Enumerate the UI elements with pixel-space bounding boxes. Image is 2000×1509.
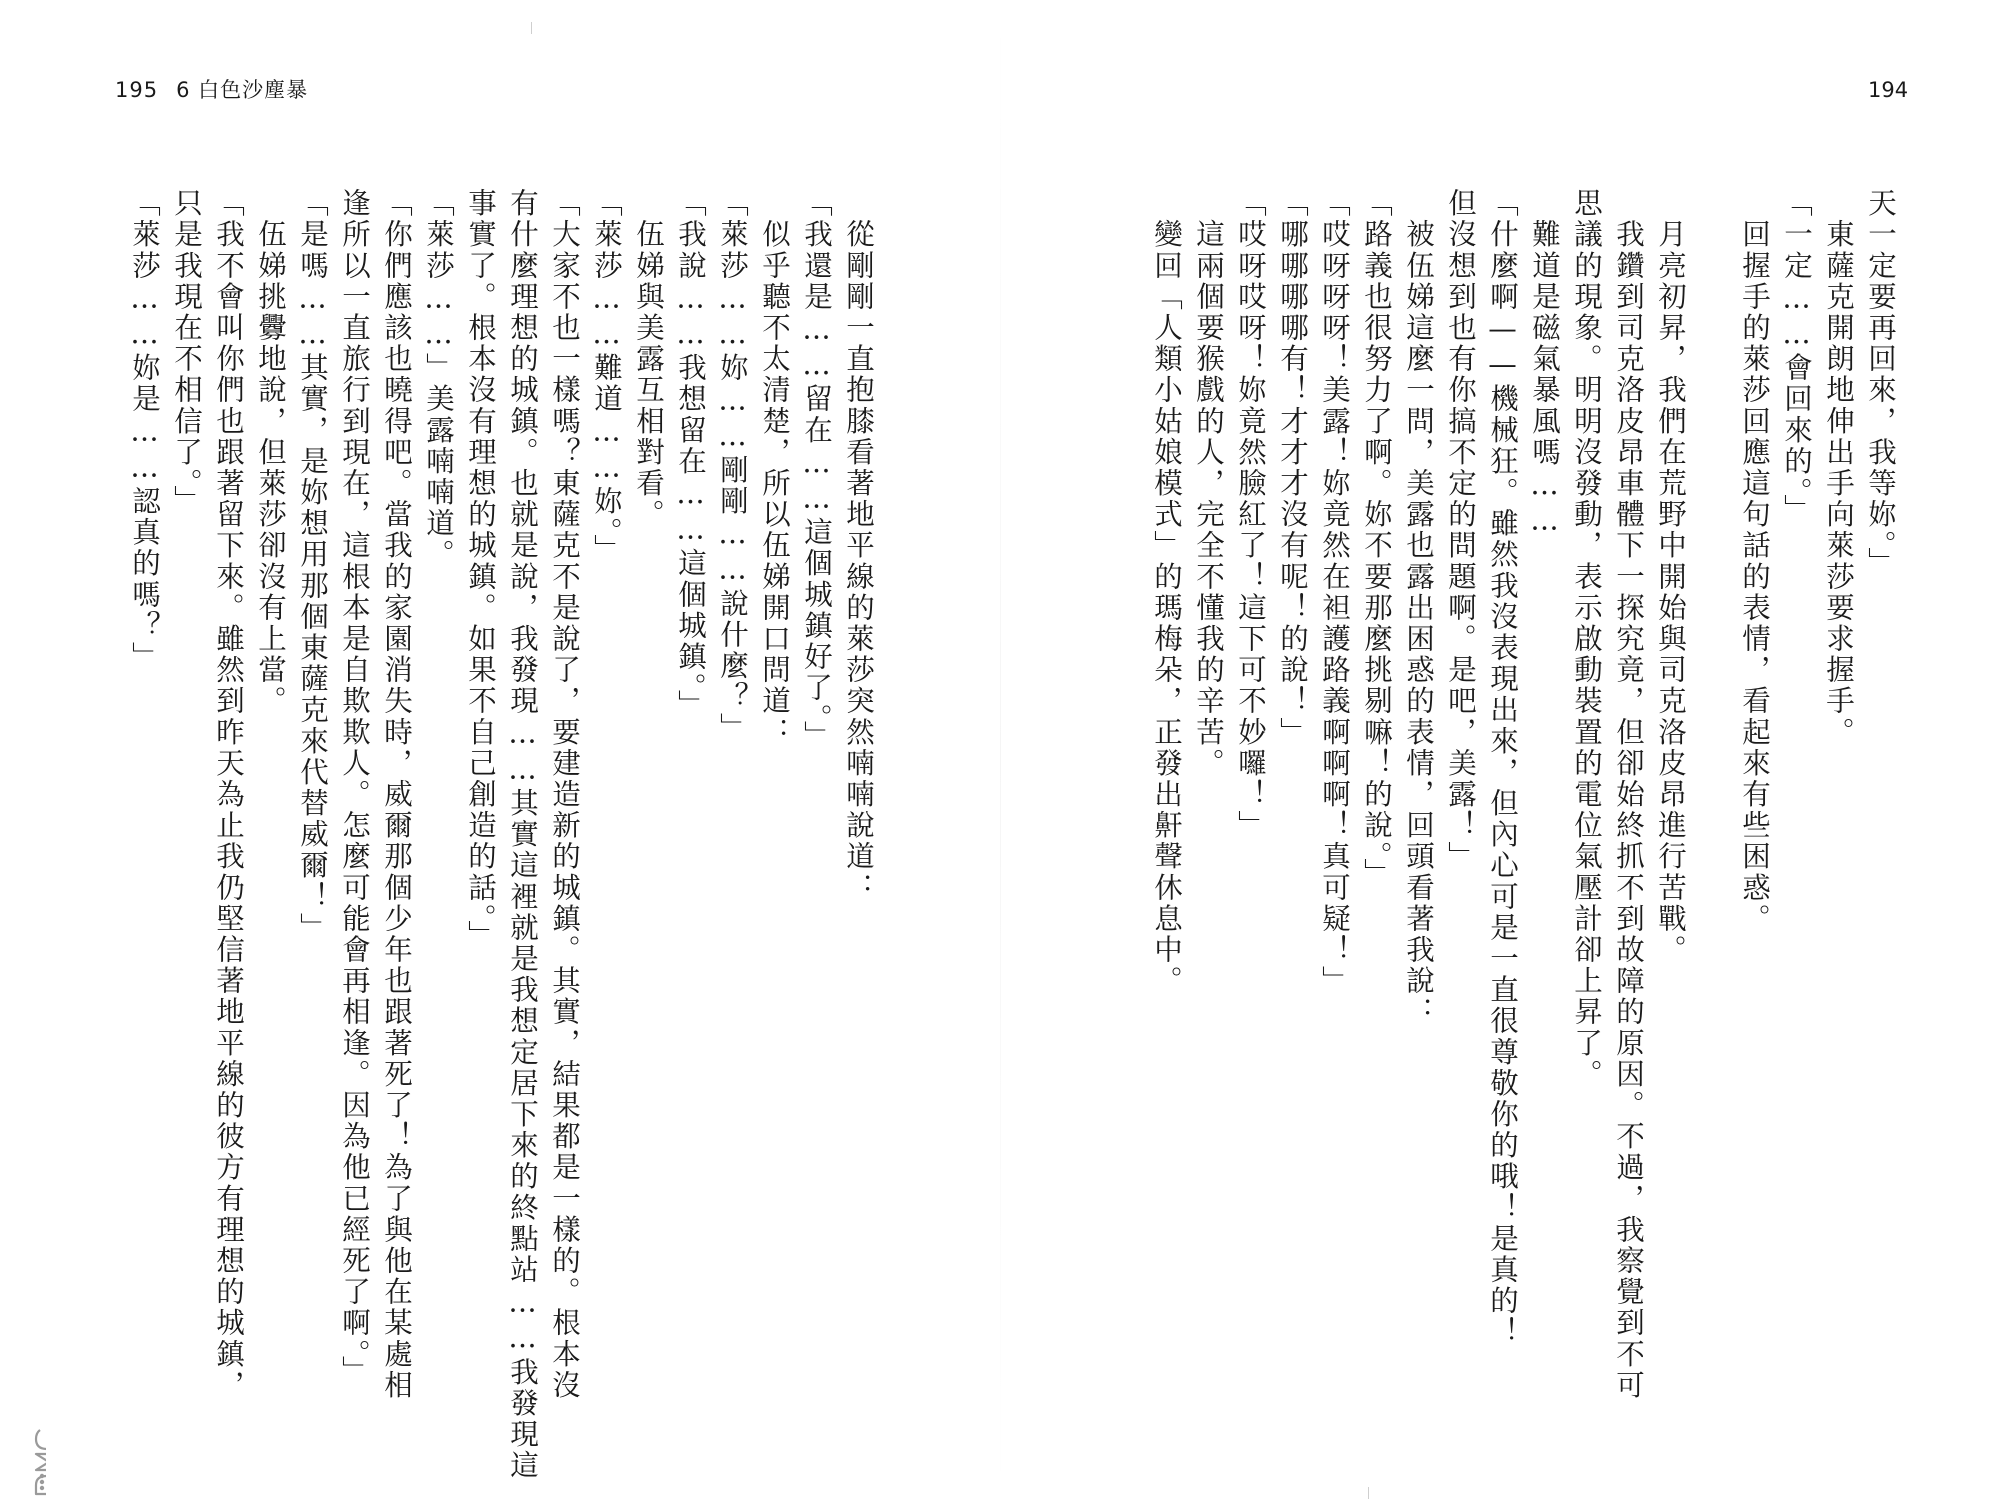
text-column: 「萊莎……」美露喃喃道。 <box>422 188 455 571</box>
left-page-number: 195 <box>115 78 159 102</box>
text-column: 事實了。根本沒有理想的城鎮。如果不自己創造的話。」 <box>464 188 497 952</box>
paper-speck <box>531 22 532 34</box>
text-column: 「我不會叫你們也跟著留下來。雖然到昨天為止我仍堅信著地平線的彼方有理想的城鎮， <box>212 188 245 1401</box>
text-column: 有什麼理想的城鎮。也就是說，我發現……其實這裡就是我想定居下來的終點站……我發現這 <box>506 188 539 1482</box>
text-column: 「我還是……留在……這個城鎮好了。」 <box>800 188 833 752</box>
text-column: 思議的現象。明明沒發動，表示啟動裝置的電位氣壓計卻上昇了。 <box>1570 188 1603 1090</box>
text-column: 「路義也很努力了啊。妳不要那麼挑剔嘛！的說。」 <box>1360 188 1393 890</box>
text-column: 「一定……會回來的。」 <box>1780 188 1813 525</box>
text-column: 「萊莎……妳……剛剛……說什麼？」 <box>716 188 749 744</box>
text-column: 東薩克開朗地伸出手向萊莎要求握手。 <box>1822 188 1855 748</box>
text-column: 逢所以一直旅行到現在，這根本是自欺欺人。怎麼可能會再相逢。因為他已經死了啊。」 <box>338 188 371 1387</box>
left-page-header <box>115 74 308 104</box>
paper-speck <box>1368 1487 1369 1499</box>
text-column: 「哪哪哪哪有！才才才沒有呢！的說！」 <box>1276 188 1309 748</box>
text-column: 「是嗎……其實，是妳想用那個東薩克來代替威爾！」 <box>296 188 329 944</box>
text-column: 月亮初昇，我們在荒野中開始與司克洛皮昂進行苦戰。 <box>1654 188 1687 966</box>
text-column: 難道是磁氣暴風嗎…… <box>1528 188 1561 540</box>
text-column: 「哎呀呀呀！美露！妳竟然在袒護路義啊啊啊！真可疑！」 <box>1318 188 1351 997</box>
text-column: 伍娣與美露互相對看。 <box>632 188 665 531</box>
text-column: 從剛剛一直抱膝看著地平線的萊莎突然喃喃說道： <box>842 188 875 904</box>
text-column: 「我說……我想留在……這個城鎮。」 <box>674 188 707 721</box>
text-column: 「大家不也一樣嗎？東薩克不是說了，要建造新的城鎮。其實，結果都是一樣的。根本沒 <box>548 188 581 1401</box>
text-column: 被伍娣這麼一問，美露也露出困惑的表情，回頭看著我說： <box>1402 188 1435 1028</box>
text-column: 回握手的萊莎回應這句話的表情，看起來有些困惑。 <box>1738 188 1771 935</box>
site-watermark-logo <box>6 1380 46 1498</box>
text-column: 「萊莎……難道……妳。」 <box>590 188 623 565</box>
right-page-number: 194 <box>1868 78 1909 102</box>
chapter-title: 6 白色沙塵暴 <box>176 78 309 102</box>
text-column: 只是我現在不相信了。」 <box>170 188 203 516</box>
text-column: 這兩個要猴戲的人，完全不懂我的辛苦。 <box>1192 188 1225 779</box>
text-column: 「什麼啊——機械狂。雖然我沒表現出來，但內心可是一直很尊敬你的哦！是真的！ <box>1486 188 1519 1348</box>
page-gutter <box>1000 0 1001 1509</box>
text-column: 似乎聽不太清楚，所以伍娣開口問道： <box>758 188 791 748</box>
text-column: 「哎呀哎呀！妳竟然臉紅了！這下可不妙囉！」 <box>1234 188 1267 842</box>
text-column: 「萊莎……妳是……認真的嗎？」 <box>128 188 161 673</box>
text-column: 變回「人類小姑娘模式」的瑪梅朵，正發出鼾聲休息中。 <box>1150 188 1183 997</box>
text-column: 我鑽到司克洛皮昂車體下一探究竟，但卻始終抓不到故障的原因。不過，我察覺到不可 <box>1612 188 1645 1401</box>
text-column: 「你們應該也曉得吧。當我的家園消失時，威爾那個少年也跟著死了！為了與他在某處相 <box>380 188 413 1401</box>
text-column: 伍娣挑釁地說，但萊莎卻沒有上當。 <box>254 188 287 717</box>
text-column: 但沒想到也有你搞不定的問題啊。是吧，美露！」 <box>1444 188 1477 873</box>
text-column: 天一定要再回來，我等妳。」 <box>1864 188 1897 579</box>
